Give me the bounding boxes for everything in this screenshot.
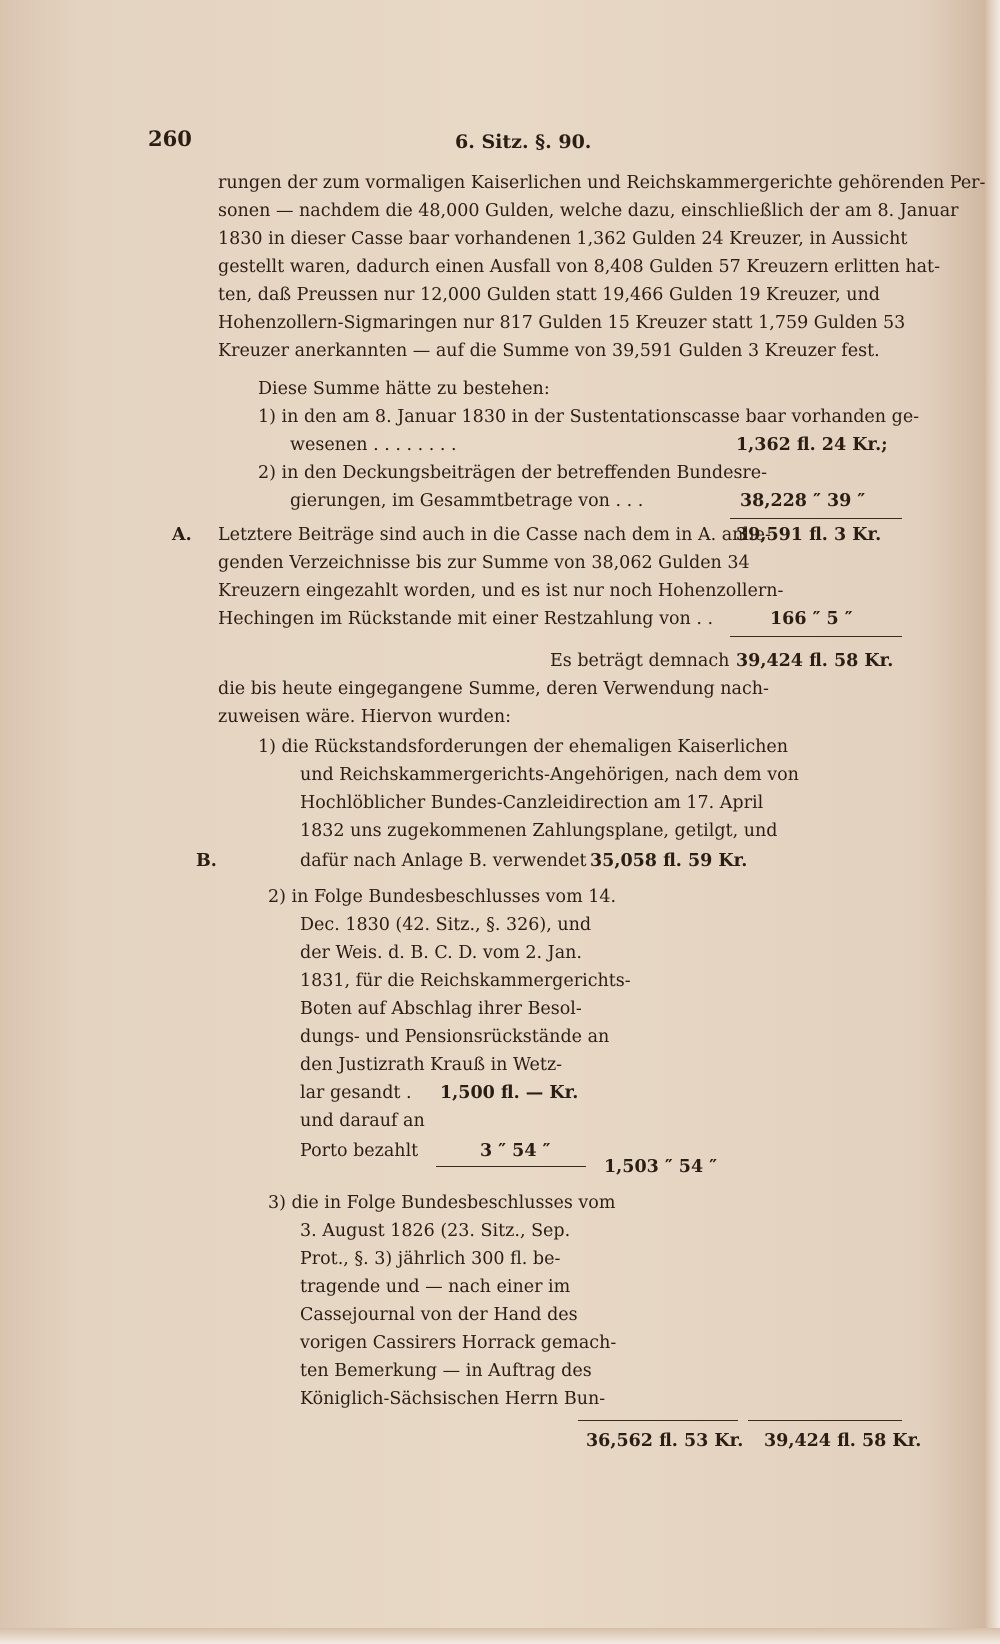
footer-rule-right — [748, 1420, 902, 1421]
item-2-amount: 38,228 ″ 39 ″ — [740, 491, 866, 511]
use-3-line: Prot., §. 3) jährlich 300 fl. be- — [300, 1249, 561, 1269]
rest-amount: 166 ″ 5 ″ — [770, 609, 853, 629]
porto-amount: 3 ″ 54 ″ — [480, 1141, 551, 1161]
sum-rule — [436, 1166, 586, 1167]
use-2-line: Dec. 1830 (42. Sitz., §. 326), und — [300, 915, 592, 935]
footer-rule-left — [578, 1420, 738, 1421]
porto-line2: Porto bezahlt — [300, 1141, 419, 1161]
letztere-line4: Hechingen im Rückstande mit einer Restzahlung von . . — [218, 609, 714, 629]
use-2-line: der Weis. d. B. C. D. vom 2. Jan. — [300, 943, 582, 963]
text-line: rungen der zum vormaligen Kaiserlichen und Reichskammergerichte gehörenden Per- — [218, 173, 986, 193]
betraegt-amount: 39,424 fl. 58 Kr. — [736, 651, 894, 671]
sum-rule — [730, 636, 902, 637]
letztere-line2: genden Verzeichnisse bis zur Summe von 38,062 Gulden 34 — [218, 553, 750, 573]
porto-line1: und darauf an — [300, 1111, 425, 1131]
footer-total-right: 39,424 fl. 58 Kr. — [764, 1431, 922, 1451]
heute-line2: zuweisen wäre. Hiervon wurden: — [218, 707, 512, 727]
use-2-line: 1831, für die Reichskammergerichts- — [300, 971, 631, 991]
letztere-line1: Letztere Beiträge sind auch in die Casse nach dem in A. anlie- — [218, 525, 771, 545]
use-1-line: 1) die Rückstandsforderungen der ehemaligen Kaiserlichen — [258, 737, 789, 757]
use-1-line: 1832 uns zugekommenen Zahlungsplane, getilgt, und — [300, 821, 778, 841]
item-1-amount: 1,362 fl. 24 Kr.; — [736, 435, 888, 455]
use-1-amount: 35,058 fl. 59 Kr. — [590, 851, 748, 871]
use-1-line: und Reichskammergerichts-Angehörigen, nach dem von — [300, 765, 799, 785]
text-line: ten, daß Preussen nur 12,000 Gulden statt 19,466 Gulden 19 Kreuzer, und — [218, 285, 880, 305]
use-2-line: 2) in Folge Bundesbeschlusses vom 14. — [268, 887, 617, 907]
use-2-line: dungs- und Pensionsrückstände an — [300, 1027, 610, 1047]
text-line: gestellt waren, dadurch einen Ausfall von 8,408 Gulden 57 Kreuzern erlitten hat- — [218, 257, 940, 277]
letztere-line3: Kreuzern eingezahlt worden, und es ist nur noch Hohenzollern- — [218, 581, 784, 601]
item-1-line2: wesenen . . . . . . . . — [290, 435, 457, 455]
text-line: sonen — nachdem die 48,000 Gulden, welche dazu, einschließlich der am 8. Januar — [218, 201, 959, 221]
item-1-line1: 1) in den am 8. Januar 1830 in der Sustentationscasse baar vorhanden ge- — [258, 407, 920, 427]
use-3-line: ten Bemerkung — in Auftrag des — [300, 1361, 592, 1381]
text-line: Hohenzollern-Sigmaringen nur 817 Gulden 15 Kreuzer statt 1,759 Gulden 53 — [218, 313, 906, 333]
text-line: Kreuzer anerkannten — auf die Summe von 39,591 Gulden 3 Kreuzer fest. — [218, 341, 880, 361]
use-2-line: den Justizrath Krauß in Wetz- — [300, 1055, 563, 1075]
use-3-line: tragende und — nach einer im — [300, 1277, 571, 1297]
use-2-total: 1,503 ″ 54 ″ — [604, 1157, 718, 1177]
heute-line1: die bis heute eingegangene Summe, deren Verwendung nach- — [218, 679, 769, 699]
margin-note-a: A. — [172, 525, 192, 545]
item-2-line1: 2) in den Deckungsbeiträgen der betreffenden Bundesre- — [258, 463, 768, 483]
use-3-line: 3. August 1826 (23. Sitz., Sep. — [300, 1221, 571, 1241]
running-title: 6. Sitz. §. 90. — [455, 131, 592, 153]
use-3-line: Königlich-Sächsischen Herrn Bun- — [300, 1389, 606, 1409]
lar-line: lar gesandt . — [300, 1083, 412, 1103]
sum-intro: Diese Summe hätte zu bestehen: — [258, 379, 550, 399]
use-2-line: Boten auf Abschlag ihrer Besol- — [300, 999, 582, 1019]
text-line: 1830 in dieser Casse baar vorhandenen 1,362 Gulden 24 Kreuzer, in Aussicht — [218, 229, 908, 249]
sum-rule — [730, 518, 902, 519]
page-edge-bottom — [0, 1628, 1000, 1644]
use-1-line: Hochlöblicher Bundes-Canzleidirection am 17. April — [300, 793, 764, 813]
use-1-last-line: dafür nach Anlage B. verwendet — [300, 851, 587, 871]
lar-amount: 1,500 fl. — Kr. — [440, 1083, 579, 1103]
page-edge-right — [986, 0, 1000, 1644]
use-3-line: 3) die in Folge Bundesbeschlusses vom — [268, 1193, 616, 1213]
betraegt-label: Es beträgt demnach — [550, 651, 730, 671]
footer-total-left: 36,562 fl. 53 Kr. — [586, 1431, 744, 1451]
subtotal-amount: 39,591 fl. 3 Kr. — [736, 525, 882, 545]
use-3-line: vorigen Cassirers Horrack gemach- — [300, 1333, 617, 1353]
page-number: 260 — [148, 126, 192, 151]
use-3-line: Cassejournal von der Hand des — [300, 1305, 578, 1325]
item-2-line2: gierungen, im Gesammtbetrage von . . . — [290, 491, 644, 511]
margin-note-b: B. — [196, 851, 217, 871]
